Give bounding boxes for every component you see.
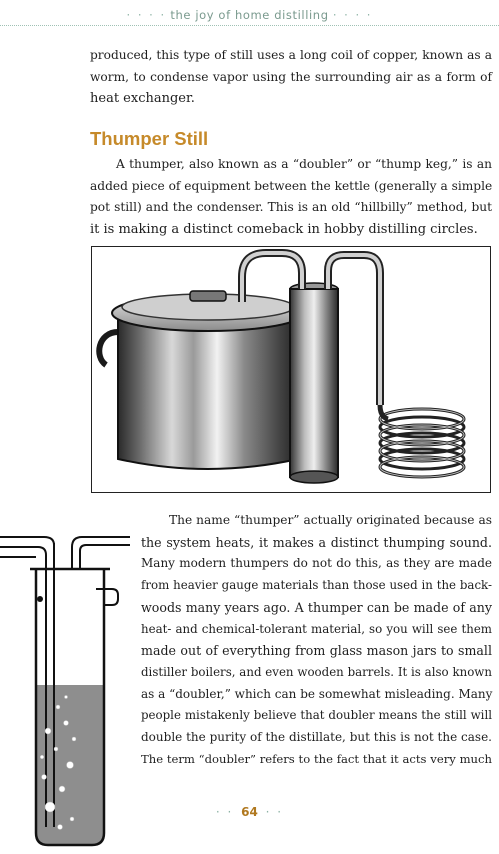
body-paragraph-2 bbox=[90, 154, 492, 240]
text-line: the system heats, it makes a distinct thumping sound. bbox=[141, 534, 492, 550]
page-folio bbox=[0, 805, 499, 819]
page-number: 64 bbox=[241, 805, 258, 819]
header-rule bbox=[0, 25, 499, 26]
pot-still-with-thumper-and-coil-icon bbox=[92, 247, 489, 491]
running-head-ornament-left: · · · · bbox=[126, 8, 167, 22]
thumper-cross-section-diagram bbox=[0, 527, 130, 850]
body-paragraph-3 bbox=[141, 510, 492, 770]
text-line: it is making a distinct comeback in hobby distilling circles. bbox=[90, 221, 478, 237]
text-line: double the purity of the distillate, but this is not the case. bbox=[141, 730, 492, 745]
folio-ornament-right: · · bbox=[265, 805, 284, 819]
text-line: made out of everything from glass mason jars to small bbox=[141, 643, 492, 659]
text-line: distiller boilers, and even wooden barrels. It is also known bbox=[141, 664, 492, 679]
text-line: produced, this type of still uses a long coil of copper, known as a bbox=[90, 48, 492, 62]
text-line: Many modern thumpers do not do this, as they are made bbox=[141, 556, 492, 571]
text-line: heat- and chemical-tolerant material, so you will see them bbox=[141, 621, 492, 636]
text-line: heat exchanger. bbox=[90, 91, 195, 106]
text-line: pot still) and the condenser. This is an old “hillbilly” method, but bbox=[90, 200, 492, 214]
thumper-cross-section-icon bbox=[0, 527, 130, 850]
body-paragraph-1 bbox=[90, 45, 492, 110]
text-line: people mistakenly believe that doubler means the still will bbox=[141, 708, 492, 723]
text-line: The name “thumper” actually originated because as bbox=[169, 513, 492, 527]
running-head-title: the joy of home distilling bbox=[170, 8, 329, 22]
folio-ornament-left: · · bbox=[215, 805, 234, 819]
text-line: woods many years ago. A thumper can be made of any bbox=[141, 599, 492, 615]
text-line: as a “doubler,” which can be somewhat misleading. Many bbox=[141, 686, 493, 701]
running-head bbox=[0, 8, 499, 22]
section-heading: Thumper Still bbox=[90, 128, 209, 149]
text-line: worm, to condense vapor using the surrounding air as a form of bbox=[90, 69, 492, 84]
text-line: A thumper, also known as a “doubler” or “thump keg,” is an bbox=[116, 157, 492, 171]
text-line: from heavier gauge materials than those used in the back- bbox=[141, 578, 492, 593]
pot-still-illustration bbox=[91, 246, 491, 493]
text-line: added piece of equipment between the kettle (generally a simple bbox=[90, 178, 493, 193]
text-line: The term “doubler” refers to the fact that it acts very much bbox=[141, 751, 492, 766]
running-head-ornament-right: · · · · bbox=[332, 8, 373, 22]
